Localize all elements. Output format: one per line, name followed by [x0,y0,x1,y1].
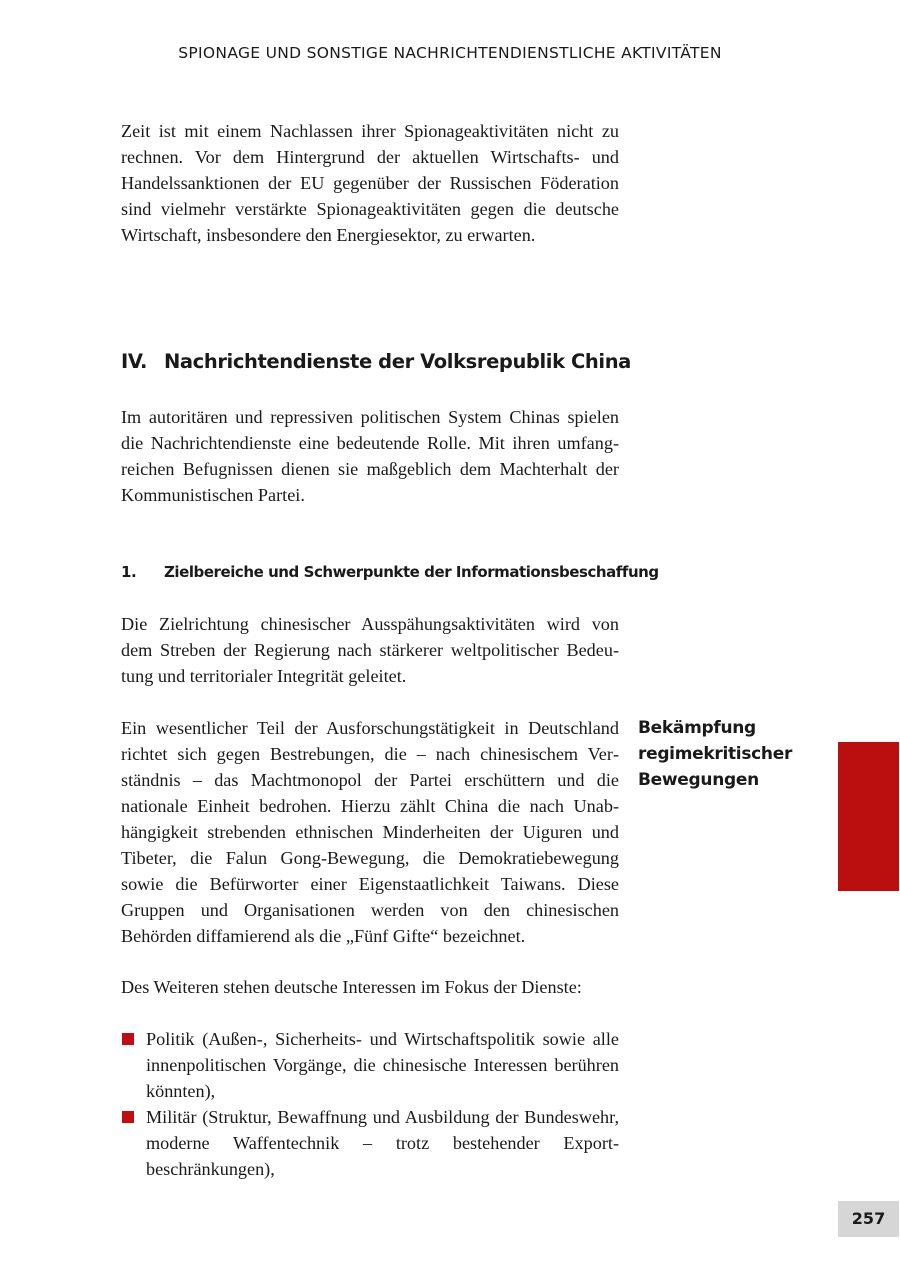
list-item-text: Militär (Struktur, Bewaffnung und Ausbildung der Bundeswehr, moderne Waffentechnik – trotz bestehender Exportbeschränkungen), [146,1107,619,1179]
subsection-title: Zielbereiche und Schwerpunkte der Informationsbeschaffung [164,563,659,581]
marginal-note-line: Bewegungen [638,770,759,790]
marginal-note-line: Bekämpfung [638,718,756,738]
paragraph-regime-critics: Ein wesentlicher Teil der Ausforschungstätigkeit in Deutschland richtet sich gegen Bestrebungen, die – nach chinesischem Verständnis – das Machtmonopol der Partei erschüttern und die nationale Einheit bedrohen. Hierzu zählt China die nach Unabhängigkeit strebenden ethnischen Minderheiten der Uiguren und Tibeter, die Falun Gong-Bewegung, die Demokratiebewegung sowie die Befürworter einer Eigenstaatlichkeit Taiwans. Diese Gruppen und Organisationen werden von den chinesischen Behörden diffamierend als die „Fünf Gifte“ bezeichnet. [121,718,619,946]
bullet-square-icon [122,1033,134,1045]
section-heading [121,350,631,373]
paragraph-intro-continuation: Zeit ist mit einem Nachlassen ihrer Spionageaktivitäten nicht zu rechnen. Vor dem Hintergrund der aktuellen Wirtschafts- und Handelssanktionen der EU gegenüber der Russischen Föderation sind vielmehr verstärkte Spionageaktivitäten gegen die deutsche Wirtschaft, insbesondere den Energiesektor, zu erwarten. [121,121,619,245]
paragraph-china-intro: Im autoritären und repressiven politischen System Chinas spielen die Nachrichtendienste eine bedeutende Rolle. Mit ihren umfangreichen Befugnissen dienen sie maßgeblich dem Machterhalt der Kommunistischen Partei. [121,407,619,505]
page-number: 257 [838,1201,899,1237]
paragraph-target-direction: Die Zielrichtung chinesischer Ausspähungsaktivitäten wird von dem Streben der Regierung nach stärkerer weltpolitischer Bedeutung und territorialer Integrität geleitet. [121,614,619,686]
list-item [121,1026,619,1104]
list-item-text: Politik (Außen-, Sicherheits- und Wirtschaftspolitik sowie alle innenpolitischen Vorgänge, die chinesische Interessen berühren könnten), [146,1029,619,1101]
marginal-note-line: regimekritischer [638,744,793,764]
marginal-note [638,715,818,793]
subsection-number: 1. [121,563,137,581]
section-title: Nachrichtendienste der Volksrepublik China [164,350,631,373]
interests-list [121,1026,619,1182]
running-header: SPIONAGE UND SONSTIGE NACHRICHTENDIENSTLICHE AKTIVITÄTEN [178,44,722,62]
paragraph-german-interests: Des Weiteren stehen deutsche Interessen im Fokus der Dienste: [121,977,582,997]
section-number: IV. [121,350,148,373]
list-item [121,1104,619,1182]
chapter-tab-marker [838,742,899,891]
bullet-square-icon [122,1111,134,1123]
subsection-heading [121,563,659,581]
